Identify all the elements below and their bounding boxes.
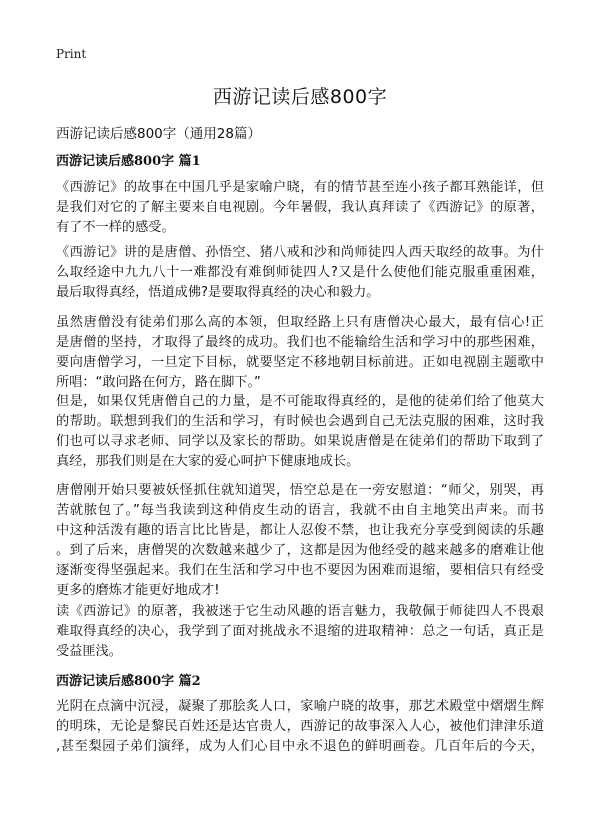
text-line: 《西游记》讲的是唐僧、孙悟空、猪八戒和沙和尚师徒四人西天取经的故事。为什: [56, 245, 544, 260]
text-line: 。到了后来，唐僧哭的次数越来越少了，这都是因为他经受的越来越多的磨难让他: [56, 543, 544, 558]
document-subtitle: 西游记读后感800字（通用28篇）: [56, 126, 261, 142]
text-line: 《西游记》的故事在中国几乎是家喻户晓，有的情节甚至连小孩子都耳熟能详，但: [56, 180, 544, 195]
paragraph: [56, 697, 544, 757]
text-line: 有了不一样的感受。: [56, 220, 175, 235]
text-line: 更多的磨炼才能更好地成才!: [56, 583, 220, 598]
text-line: 最后取得真经，悟道成佛?是要取得真经的决心和毅力。: [56, 285, 380, 300]
paragraph: [56, 481, 544, 601]
text-line: 要向唐僧学习，一旦定下目标，就要坚定不移地朝目标前进。正如电视剧主题歌中: [56, 355, 544, 370]
text-line: 是唐僧的坚持，才取得了最终的成功。我们也不能输给生活和学习中的那些困难，: [56, 335, 544, 350]
text-line: 读《西游记》的原著，我被迷于它生动风趣的语言魅力，我敬佩于师徒四人不畏艰: [56, 604, 544, 619]
text-line: 所唱：“敢问路在何方，路在脚下。”: [56, 375, 261, 390]
paragraph: [56, 313, 544, 393]
text-line: 光阴在点滴中沉浸，凝聚了那脍炙人口，家喻户晓的故事，那艺术殿堂中熠熠生辉: [56, 699, 544, 714]
text-line: 是我们对它的了解主要来自电视剧。今年暑假，我认真拜读了《西游记》的原著，: [56, 200, 544, 215]
text-line: 么取经途中九九八十一难都没有难倒师徒四人?又是什么使他们能克服重重困难，: [56, 265, 544, 280]
section-heading: 西游记读后感800字 篇1: [56, 154, 201, 169]
text-line: 苦就脓包了。”每当我读到这种俏皮生动的语言，我就不由自主地笑出声来。而书: [56, 503, 544, 518]
text-line: 唐僧刚开始只要被妖怪抓住就知道哭，悟空总是在一旁安慰道：“师父，别哭，再: [56, 483, 544, 498]
paragraph: [56, 178, 544, 238]
paragraph: [56, 243, 544, 303]
print-link[interactable]: Print: [56, 47, 87, 61]
text-line: 们也可以寻求老师、同学以及家长的帮助。如果说唐僧是在徒弟们的帮助下取到了: [56, 434, 544, 449]
page-title: 西游记读后感800字: [212, 86, 388, 108]
text-line: 受益匪浅。: [56, 644, 122, 659]
text-line: 难取得真经的决心，我学到了面对挑战永不退缩的进取精神：总之一句话，真正是: [56, 624, 544, 639]
text-line: 的帮助。联想到我们的生活和学习，有时候也会遇到自己无法克服的困难，这时我: [56, 414, 544, 429]
text-line: 真经，那我们则是在大家的爱心呵护下健康地成长。: [56, 454, 360, 469]
text-line: 的明珠，无论是黎民百姓还是达官贵人，西游记的故事深入人心，被他们津津乐道: [56, 719, 544, 734]
paragraph: [56, 602, 544, 662]
text-line: 虽然唐僧没有徒弟们那么高的本领，但取经路上只有唐僧决心最大，最有信心!正: [56, 315, 544, 330]
section-heading: 西游记读后感800字 篇2: [56, 674, 201, 689]
paragraph: [56, 392, 544, 472]
text-line: 中这种活泼有趣的语言比比皆是，都让人忍俊不禁，也让我充分享受到阅读的乐趣: [56, 523, 544, 538]
text-line: ,甚至梨园子弟们演绎，成为人们心目中永不退色的鲜明画卷。几百年后的今天，: [56, 739, 544, 754]
text-line: 逐渐变得坚强起来。我们在生活和学习中也不要因为困难而退缩，要相信只有经受: [56, 563, 544, 578]
text-line: 但是，如果仅凭唐僧自己的力量，是不可能取得真经的，是他的徒弟们给了他莫大: [56, 394, 544, 409]
